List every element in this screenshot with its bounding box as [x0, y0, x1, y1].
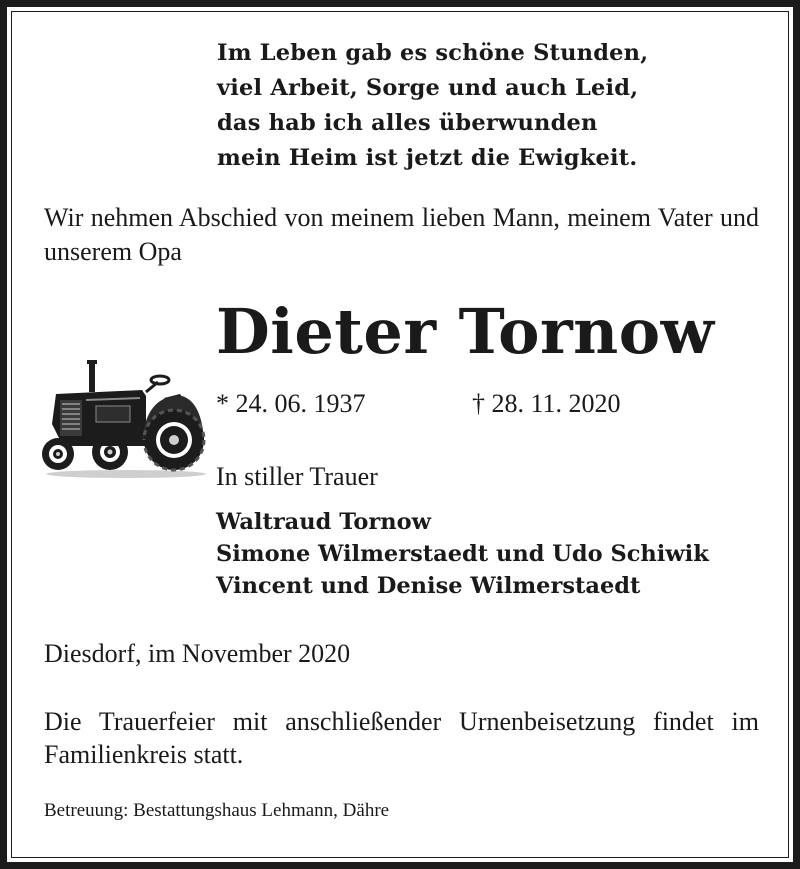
life-dates — [216, 389, 621, 419]
mourner-name: Simone Wilmerstaedt und Udo Schiwik — [216, 541, 709, 567]
poem-line: viel Arbeit, Sorge und auch Leid, — [217, 75, 639, 101]
funeral-home: Betreuung: Bestattungshaus Lehmann, Dähre — [44, 800, 390, 821]
death-date: † 28. 11. 2020 — [472, 389, 621, 418]
place-date: Diesdorf, im November 2020 — [44, 639, 351, 668]
mourner-name: Waltraud Tornow — [216, 509, 431, 535]
ceremony-text: Die Trauerfeier mit anschließender Urnenbeisetzung findet im Familienkreis statt. — [44, 707, 759, 769]
poem-line: mein Heim ist jetzt die Ewigkeit. — [217, 145, 638, 171]
mourners-list — [216, 506, 709, 602]
deceased-name: Dieter Tornow — [216, 295, 715, 368]
mourner-name: Vincent und Denise Wilmerstaedt — [216, 573, 641, 599]
mourning-heading: In stiller Trauer — [216, 462, 378, 491]
poem-line: das hab ich alles überwunden — [217, 110, 598, 136]
poem-line: Im Leben gab es schöne Stunden, — [217, 40, 649, 66]
tractor-icon — [34, 354, 206, 484]
intro-text: Wir nehmen Abschied von meinem lieben Mann, meinem Vater und unserem Opa — [44, 203, 759, 266]
poem — [217, 36, 648, 176]
birth-date: * 24. 06. 1937 — [216, 389, 366, 418]
